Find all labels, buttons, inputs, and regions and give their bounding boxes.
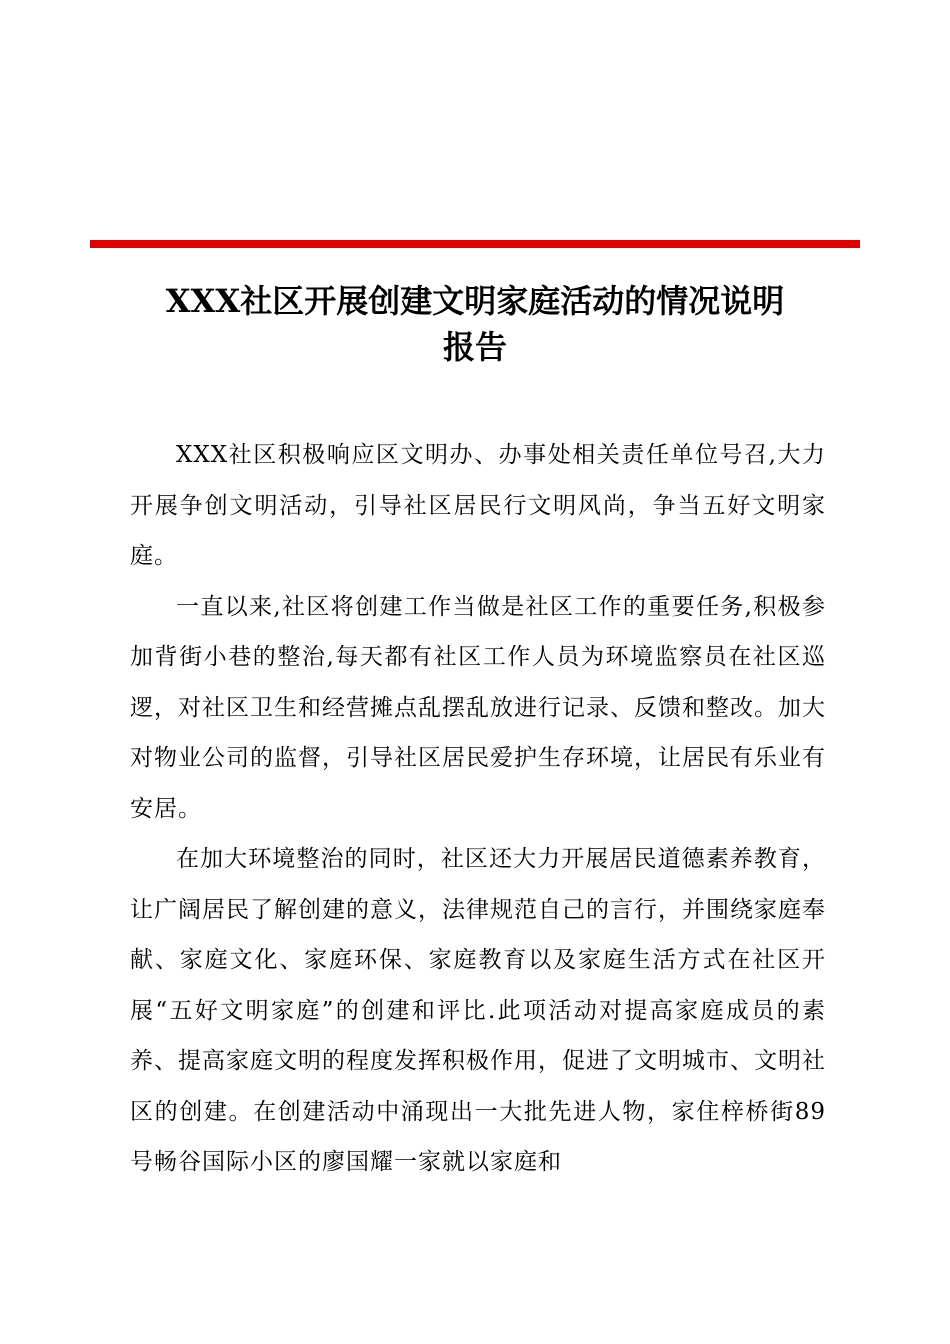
- paragraph-2: 一直以来,社区将创建工作当做是社区工作的重要任务,积极参加背街小巷的整治,每天都有社区工作人员为环境监察员在社区巡逻，对社区卫生和经营摊点乱摆乱放进行记录、反馈和整改。加大对物业公司的监督，引导社区居民爱护生存环境，让居民有乐业有安居。: [130, 593, 826, 822]
- paragraph-1: XXX社区积极响应区文明办、办事处相关责任单位号召,大力开展争创文明活动，引导社区居民行文明风尚，争当五好文明家庭。: [130, 442, 826, 569]
- header-red-rule: [90, 240, 860, 248]
- paragraph-3: 在加大环境整治的同时，社区还大力开展居民道德素养教育，让广阔居民了解创建的意义，法律规范自己的言行，并围绕家庭奉献、家庭文化、家庭环保、家庭教育以及家庭生活方式在社区开展“五好文明家庭”的创建和评比.此项活动对提高家庭成员的素养、提高家庭文明的程度发挥积极作用，促进了文明城市、文明社区的创建。在创建活动中涌现出一大批先进人物，家住梓桥街89号畅谷国际小区的廖国耀一家就以家庭和: [130, 846, 826, 1175]
- title-line-1: XXX社区开展创建文明家庭活动的情况说明: [165, 282, 785, 320]
- document-title: [90, 278, 860, 370]
- document-body: [130, 430, 826, 1188]
- title-line-2: 报告: [442, 328, 507, 366]
